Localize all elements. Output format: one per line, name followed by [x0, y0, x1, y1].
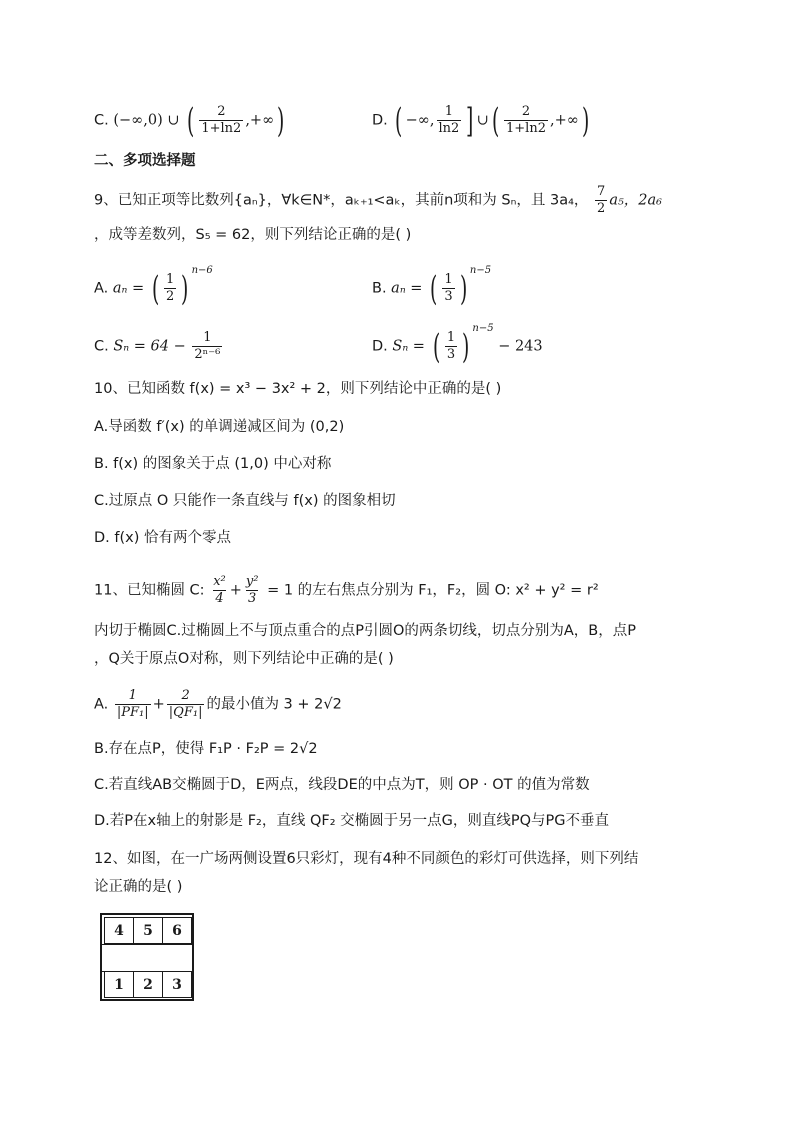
q11-stem-line1 — [94, 574, 599, 607]
option-text: aₙ = — [112, 280, 145, 297]
option-tail: ,+∞ — [245, 112, 275, 129]
paren-right: ) — [277, 100, 285, 141]
stem-text: 9、已知正项等比数列{aₙ}，∀k∈N*，aₖ₊₁<aₖ，其前n项和为 Sₙ，且 3a₄， — [94, 192, 589, 209]
lamp-cell-bottom: 2 — [133, 971, 163, 998]
fraction — [192, 330, 222, 363]
q11-option-b: B.存在点P，使得 F₁P · F₂P = 2√2 — [94, 741, 318, 757]
numerator: 1 — [128, 688, 137, 703]
fraction — [199, 104, 243, 137]
fraction — [164, 272, 176, 305]
option-label: C. — [94, 338, 109, 355]
fraction — [115, 688, 151, 721]
denominator: |QF₁| — [168, 705, 203, 720]
numerator: 2 — [521, 104, 531, 119]
union-symbol: ∪ — [476, 112, 489, 129]
numerator: 2 — [217, 104, 226, 119]
q11-stem-line3: ，Q关于原点O对称，则下列结论中正确的是( ) — [94, 651, 394, 667]
paren-right: ) — [462, 326, 470, 367]
option-label: D. — [372, 112, 388, 129]
numerator: 1 — [446, 330, 456, 345]
denominator: ln2 — [438, 121, 460, 136]
q11-stem-line2: 内切于椭圆C.过椭圆上不与顶点重合的点P引圆O的两条切线，切点分别为A，B，点P — [94, 623, 636, 639]
paren-right: ) — [459, 268, 467, 309]
option-text: Sₙ = — [392, 338, 425, 355]
denominator: 3 — [248, 591, 257, 606]
paren-left: ( — [491, 100, 500, 141]
numerator: 1 — [444, 272, 453, 287]
lamp-layout-figure — [100, 913, 194, 1001]
numerator: 1 — [444, 104, 454, 119]
paren-left: ( — [430, 268, 438, 309]
q12-stem-line1: 12、如图，在一广场两侧设置6只彩灯，现有4种不同颜色的彩灯可供选择，则下列结 — [94, 851, 639, 867]
q11-option-a — [94, 688, 342, 721]
q10-option-b: B. f(x) 的图象关于点 (1,0) 中心对称 — [94, 456, 332, 472]
q12-stem-line2: 论正确的是( ) — [94, 879, 183, 895]
q11-option-c: C.若直线AB交椭圆于D，E两点，线段DE的中点为T，则 OP · OT 的值为常数 — [94, 777, 590, 793]
q10-option-a: A.导函数 f′(x) 的单调递减区间为 (0,2) — [94, 419, 345, 435]
fraction — [244, 574, 261, 607]
option-text: aₙ = — [391, 280, 423, 297]
q10-stem: 10、已知函数 f(x) = x³ − 3x² + 2，则下列结论中正确的是( ) — [94, 381, 502, 397]
lamp-cell-top: 6 — [162, 917, 192, 944]
stem-tail: a₅，2a₆ — [609, 192, 662, 209]
option-label: B. — [372, 280, 387, 297]
option-label: C. — [94, 112, 109, 129]
section-title: 二、多项选择题 — [94, 153, 196, 169]
option-tail: − 243 — [498, 338, 543, 355]
exponent: n−5 — [469, 264, 492, 276]
q8-option-d — [372, 100, 592, 141]
q11-option-d: D.若P在x轴上的射影是 F₂，直线 QF₂ 交椭圆于另一点G，则直线PQ与PG不垂直 — [94, 813, 610, 829]
q9-stem-line2: ，成等差数列，S₅ = 62，则下列结论正确的是( ) — [94, 227, 412, 243]
paren-left: ( — [151, 268, 160, 309]
numerator: 2 — [181, 688, 190, 703]
paren-left: ( — [187, 100, 195, 141]
denominator: 2 — [597, 201, 606, 216]
denominator: 2 — [166, 289, 175, 304]
exponent: n−5 — [472, 322, 494, 334]
fraction — [211, 574, 228, 607]
option-tail: ,+∞ — [549, 112, 579, 129]
bracket-right: ] — [466, 100, 474, 141]
fraction — [167, 688, 205, 721]
q9-option-c — [94, 330, 224, 363]
numerator: 1 — [203, 330, 212, 345]
paren-right: ) — [181, 268, 189, 309]
q9-option-d — [372, 322, 543, 367]
option-tail: 的最小值为 3 + 2√2 — [206, 696, 342, 713]
fraction — [504, 104, 548, 137]
denominator: 3 — [446, 347, 456, 362]
lamp-cell-bottom: 3 — [162, 971, 192, 998]
numerator: x² — [213, 574, 226, 589]
option-label: D. — [372, 338, 388, 355]
fraction — [445, 330, 457, 363]
paren-right: ) — [581, 100, 590, 141]
exponent: n−6 — [191, 264, 213, 276]
q9-option-b — [372, 264, 492, 309]
plus-sign: + — [229, 582, 242, 599]
plus-sign: + — [152, 696, 165, 713]
denominator: 2ⁿ⁻⁶ — [194, 347, 221, 362]
lamp-cell-top: 4 — [104, 917, 134, 944]
q10-option-d: D. f(x) 恰有两个零点 — [94, 530, 231, 546]
stem-text: = 1 的左右焦点分别为 F₁，F₂，圆 O: x² + y² = r² — [267, 582, 599, 599]
denominator: 4 — [215, 591, 224, 606]
option-text: (−∞,0) ∪ — [113, 112, 180, 129]
numerator: 7 — [597, 184, 606, 199]
option-label: A. — [94, 696, 109, 713]
q10-option-c: C.过原点 O 只能作一条直线与 f(x) 的图象相切 — [94, 493, 396, 509]
denominator: 1+ln2 — [201, 121, 242, 136]
denominator: |PF₁| — [116, 705, 149, 720]
option-text: Sₙ = 64 − — [113, 338, 186, 355]
plaza-band — [102, 944, 192, 972]
q9-stem-line1 — [94, 184, 662, 217]
paren-left: ( — [395, 100, 403, 141]
numerator: 1 — [166, 272, 175, 287]
lamp-cell-top: 5 — [133, 917, 163, 944]
option-label: A. — [94, 280, 109, 297]
fraction — [595, 184, 607, 217]
denominator: 3 — [444, 289, 453, 304]
q9-option-a — [94, 264, 213, 309]
q8-option-c — [94, 100, 287, 141]
fraction — [437, 104, 462, 137]
numerator: y² — [245, 574, 259, 589]
fraction — [442, 272, 454, 305]
option-text: −∞, — [405, 112, 435, 129]
lamp-cell-bottom: 1 — [104, 971, 134, 998]
stem-text: 11、已知椭圆 C: — [94, 582, 205, 599]
paren-left: ( — [432, 326, 440, 367]
denominator: 1+ln2 — [506, 121, 546, 136]
